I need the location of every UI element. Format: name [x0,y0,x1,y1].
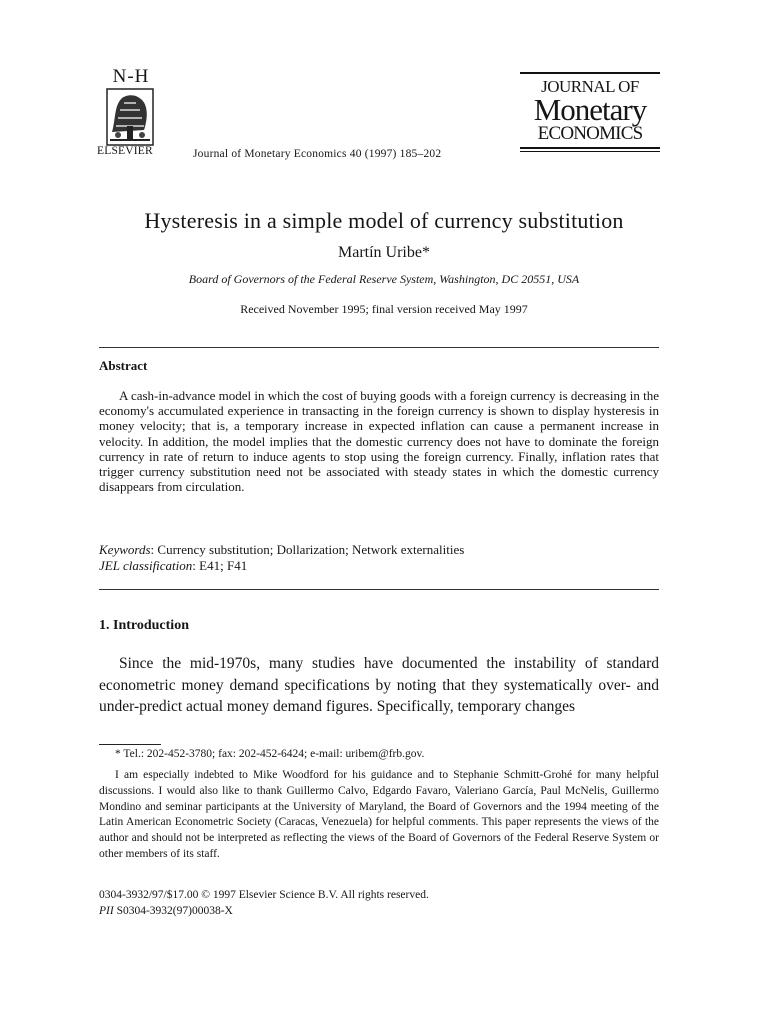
journal-citation: Journal of Monetary Economics 40 (1997) 185–202 [193,148,442,160]
logo-rule-top [520,72,660,74]
keywords-value: Currency substitution; Dollarization; Network externalities [157,542,465,557]
logo-rule-bottom [520,147,660,149]
section-body: Since the mid-1970s, many studies have documented the instability of standard econometric money demand specifications by noting that they systematically over- and under-predict actual money demand figures. Specifically, temporary changes [99,655,659,715]
elsevier-tree-icon [106,88,154,146]
keywords-block [99,542,464,574]
author-affiliation: Board of Governors of the Federal Reserve System, Washington, DC 20551, USA [188,272,580,286]
publisher-mark: N-H [112,66,150,87]
abstract-heading: Abstract [99,358,148,373]
logo-rule-bottom-thin [520,151,660,152]
publisher-logo [98,68,160,146]
keywords-label: Keywords [99,542,151,557]
section-heading: 1. Introduction [99,618,189,633]
copyright-line: 0304-3932/97/$17.00 © 1997 Elsevier Science B.V. All rights reserved. [99,889,429,901]
copyright-block [99,888,429,919]
journal-logo-line3: ECONOMICS [537,123,643,144]
divider-top [99,347,659,348]
keywords-line: Keywords: Currency substitution; Dollarization; Network externalities [99,542,465,557]
article-title: Hysteresis in a simple model of currency substitution [144,208,624,233]
divider-bottom [99,589,659,590]
jel-line: JEL classification: E41; F41 [99,558,248,573]
footnote-rule [99,744,161,745]
journal-logo [520,72,660,152]
received-dates: Received November 1995; final version received May 1997 [240,302,528,316]
journal-logo-line1: JOURNAL OF [541,77,639,96]
article-author: Martín Uribe* [338,244,430,261]
pii-label: PII [99,904,114,917]
jel-label: JEL classification [99,558,193,573]
jel-value: E41; F41 [199,558,248,573]
journal-logo-line2: Monetary [533,92,647,127]
pii-value: S0304-3932(97)00038-X [116,904,233,917]
publisher-name: ELSEVIER [97,145,153,157]
footnote-acknowledgement: I am especially indebted to Mike Woodford for his guidance and to Stephanie Schmitt-Grohé for many helpful discussions. I would also like to thank Guillermo Calvo, Edgardo Favaro, Valeriano García, Paul McNelis, Guillermo Mondino and seminar participants at the University of Maryland, the Board of Governors and the 1994 meeting of the Latin American Econometric Society (Caracas, Venezuela) for helpful comments. This paper represents the views of the author and should not be interpreted as reflecting the views of the Board of Governors of the Federal Reserve System or other members of its staff. [99,769,659,860]
footnote-contact: * Tel.: 202-452-3780; fax: 202-452-6424; e-mail: uribem@frb.gov. [115,748,425,760]
abstract-text: A cash-in-advance model in which the cost of buying goods with a foreign currency is decreasing in the economy's accumulated experience in transacting in the foreign currency is shown to display hysteresis in money velocity; that is, a temporary increase in expected inflation can cause a permanent increase in velocity. In addition, the model implies that the domestic currency does not have to dominate the foreign currency in rate of return to induce agents to stop using the foreign currency. Finally, inflation rates that trigger currency substitution need not be associated with steady states in which the domestic currency disappears from circulation. [99,388,659,495]
pii-line [99,904,429,920]
